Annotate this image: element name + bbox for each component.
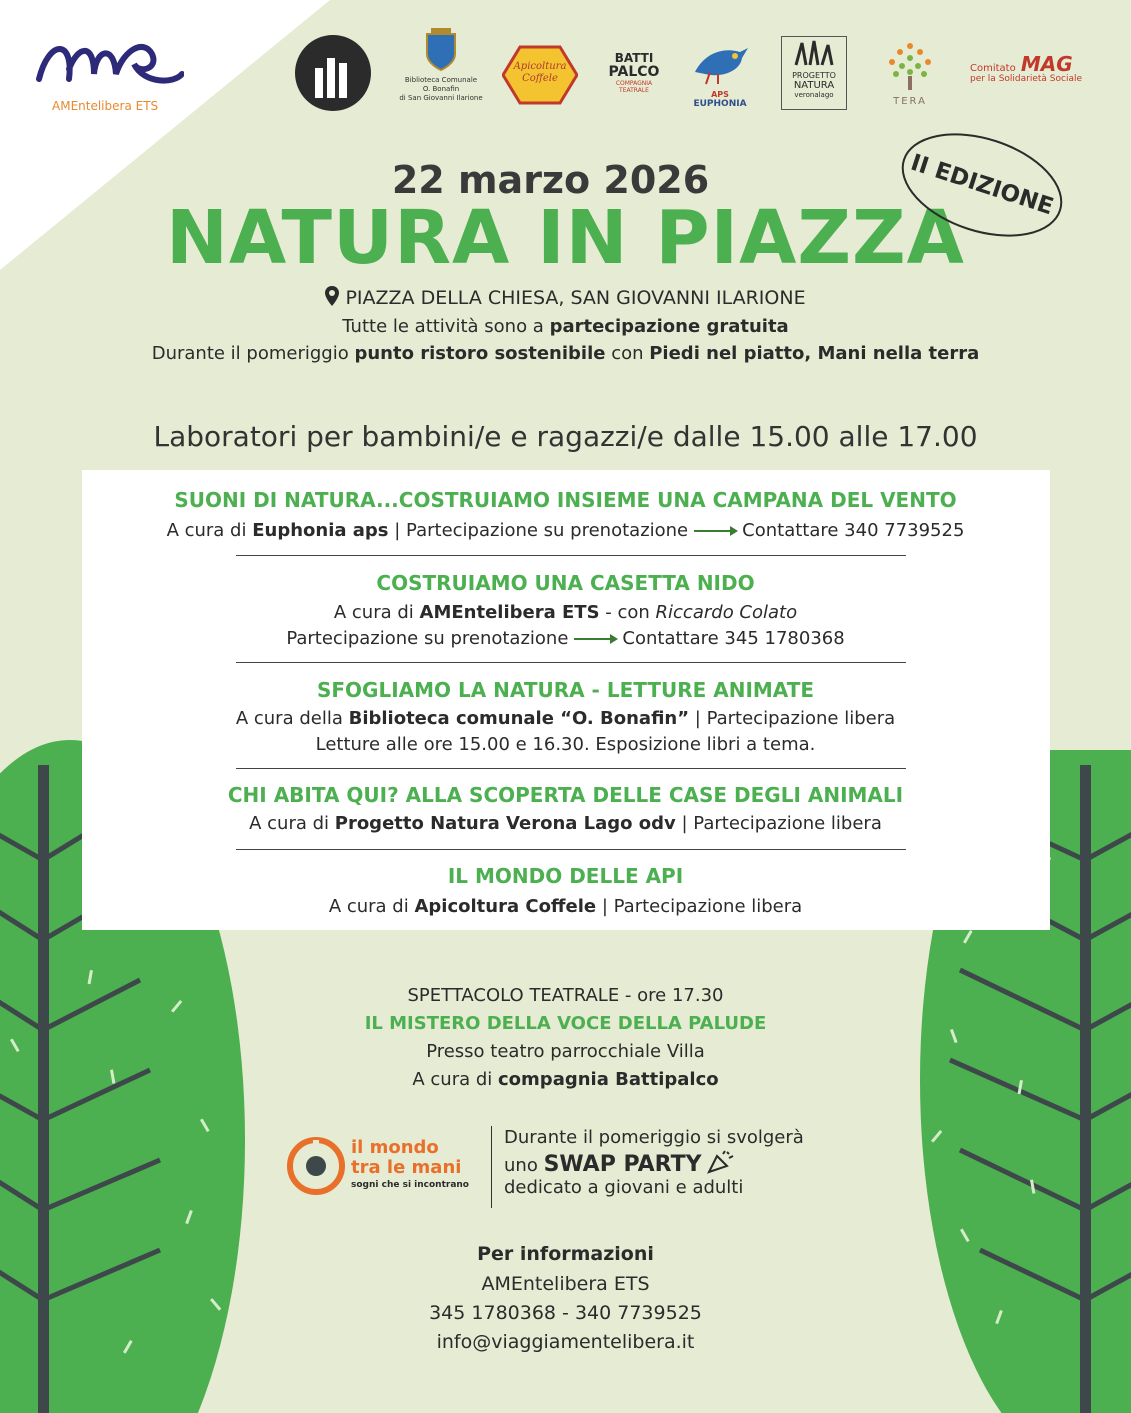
- activity-3-info: [0, 708, 1131, 729]
- mondo-logo: [285, 1135, 485, 1199]
- progetto-natura-logo: [781, 36, 847, 110]
- free-participation: [0, 316, 1131, 337]
- divider: [236, 849, 906, 850]
- a3-mid: | Partecipazione libera: [689, 708, 896, 729]
- a4-mid: | Partecipazione libera: [675, 813, 882, 834]
- mondo-line1: il mondo: [351, 1137, 439, 1158]
- map-pin-icon: [325, 286, 339, 306]
- a1-mid: | Partecipazione su prenotazione: [388, 520, 689, 541]
- mag-logo: [970, 52, 1105, 84]
- a2-contact: Contattare 345 1780368: [622, 628, 845, 649]
- a1-contact: Contattare 340 7739525: [742, 520, 965, 541]
- biblioteca-line2: O. Bonafin: [422, 85, 460, 93]
- mondo-line2: tra le mani: [351, 1157, 462, 1178]
- free-pre: Tutte le attività sono a: [342, 316, 550, 337]
- mondo-line3: sogni che si incontrano: [351, 1180, 469, 1190]
- a2-org: AMEntelibera ETS: [419, 602, 600, 623]
- swap-line3: dedicato a giovani e adulti: [504, 1177, 744, 1198]
- apicoltura-logo: [502, 45, 578, 105]
- apicoltura-line1: Apicoltura: [513, 61, 567, 72]
- a2-pre: A cura di: [333, 602, 420, 623]
- activity-3-extra: Letture alle ore 15.00 e 16.30. Esposizione libri a tema.: [315, 734, 816, 755]
- euphonia-line2: EUPHONIA: [693, 99, 747, 109]
- show-title: IL MISTERO DELLA VOCE DELLA PALUDE: [364, 1013, 767, 1034]
- amentelibera-sub: AMEntelibera ETS: [52, 99, 159, 113]
- a5-pre: A cura di: [328, 896, 415, 917]
- event-date: 22 marzo 2026: [391, 158, 710, 202]
- activity-5-title: IL MONDO DELLE API: [447, 864, 684, 888]
- proloco-logo: [292, 30, 374, 115]
- battipalco-line2: PALCO: [608, 64, 660, 80]
- a3-pre: A cura della: [235, 708, 349, 729]
- biblioteca-line3: di San Giovanni Ilarione: [399, 94, 483, 102]
- edition-label: II EDIZIONE: [907, 149, 1057, 221]
- apicoltura-line2: Coffele: [522, 73, 558, 84]
- a2-mid: - con: [599, 602, 656, 623]
- location-text: PIAZZA DELLA CHIESA, SAN GIOVANNI ILARIONE: [345, 287, 806, 309]
- show-pre: A cura di: [412, 1069, 499, 1090]
- info-phones: 345 1780368 - 340 7739525: [429, 1302, 702, 1324]
- activity-4-title: CHI ABITA QUI? ALLA SCOPERTA DELLE CASE DEGLI ANIMALI: [227, 783, 904, 807]
- a2-person: Riccardo Colato: [655, 602, 798, 623]
- food-pre: Durante il pomeriggio: [151, 343, 355, 364]
- euphonia-logo: [686, 42, 754, 109]
- circle-logo-icon: [285, 1135, 347, 1197]
- info-email[interactable]: info@viaggiamentelibera.it: [436, 1331, 695, 1353]
- animals-icon: [792, 37, 836, 67]
- a4-org: Progetto Natura Verona Lago odv: [334, 813, 676, 834]
- location: [0, 286, 1131, 309]
- divider: [236, 768, 906, 769]
- battipalco-line4: TEATRALE: [619, 87, 649, 94]
- mag-line1: Comitato: [970, 63, 1016, 74]
- divider: [236, 662, 906, 663]
- battipalco-logo: [604, 52, 664, 94]
- tera-label: TERA: [893, 96, 927, 107]
- activity-1-title: SUONI DI NATURA...COSTRUIAMO INSIEME UNA CAMPANA DEL VENTO: [174, 488, 957, 512]
- divider: [236, 555, 906, 556]
- party-popper-icon: [707, 1150, 735, 1174]
- tera-logo: [878, 40, 942, 107]
- tree-dots-icon: [882, 40, 938, 92]
- arrow-icon: [574, 638, 616, 640]
- progetto-line2: NATURA: [793, 80, 835, 91]
- show-org: [0, 1069, 1131, 1090]
- show-time: SPETTACOLO TEATRALE - ore 17.30: [407, 985, 724, 1006]
- food-bold1: punto ristoro sostenibile: [354, 343, 606, 364]
- activity-3-title: SFOGLIAMO LA NATURA - LETTURE ANIMATE: [316, 678, 815, 702]
- progetto-line1: PROGETTO: [792, 71, 836, 80]
- activity-2-title: COSTRUIAMO UNA CASETTA NIDO: [376, 571, 755, 595]
- bird-icon: [690, 42, 750, 86]
- free-bold: partecipazione gratuita: [549, 316, 789, 337]
- biblioteca-logo: [396, 28, 486, 103]
- activity-1-info: [0, 520, 1131, 541]
- swap-pre: uno: [504, 1155, 544, 1176]
- swap-bold: SWAP PARTY: [543, 1152, 702, 1177]
- food-point: [0, 343, 1131, 364]
- biblioteca-line1: Biblioteca Comunale: [404, 76, 478, 84]
- food-bold2: Piedi nel piatto, Mani nella terra: [649, 343, 980, 364]
- info-heading: Per informazioni: [477, 1243, 654, 1265]
- a2-booking: Partecipazione su prenotazione: [286, 628, 569, 649]
- progetto-line3: veronalago: [794, 91, 834, 99]
- a5-mid: | Partecipazione libera: [596, 896, 803, 917]
- crest-icon: [425, 28, 457, 72]
- show-venue: Presso teatro parrocchiale Villa: [426, 1041, 705, 1062]
- vertical-divider: [491, 1126, 492, 1208]
- show-org-name: compagnia Battipalco: [498, 1069, 719, 1090]
- a3-org: Biblioteca comunale “O. Bonafin”: [348, 708, 690, 729]
- a1-pre: A cura di: [166, 520, 253, 541]
- activity-2-booking: [0, 628, 1131, 649]
- edition-badge: [896, 132, 1068, 238]
- labs-heading: Laboratori per bambini/e e ragazzi/e dalle 15.00 alle 17.00: [153, 420, 978, 453]
- euphonia-line1: APS: [711, 90, 729, 99]
- battipalco-line3: COMPAGNIA: [615, 80, 653, 87]
- a5-org: Apicoltura Coffele: [414, 896, 597, 917]
- a1-org: Euphonia aps: [252, 520, 389, 541]
- a4-pre: A cura di: [249, 813, 335, 834]
- food-mid: con: [605, 343, 650, 364]
- swap-line1: Durante il pomeriggio si svolgerà: [504, 1127, 804, 1148]
- swap-line2: [504, 1150, 735, 1177]
- event-title: NATURA IN PIAZZA: [166, 195, 965, 281]
- battipalco-line1: BATTI: [614, 51, 654, 65]
- activity-5-info: [0, 896, 1131, 917]
- info-org: AMEntelibera ETS: [481, 1273, 650, 1295]
- arrow-icon: [694, 530, 736, 532]
- mag-line3: per la Solidarietà Sociale: [970, 74, 1082, 84]
- activity-2-info: [0, 602, 1131, 623]
- mag-line2: MAG: [1020, 52, 1073, 76]
- amentelibera-logo: [34, 34, 184, 94]
- activity-4-info: [0, 813, 1131, 834]
